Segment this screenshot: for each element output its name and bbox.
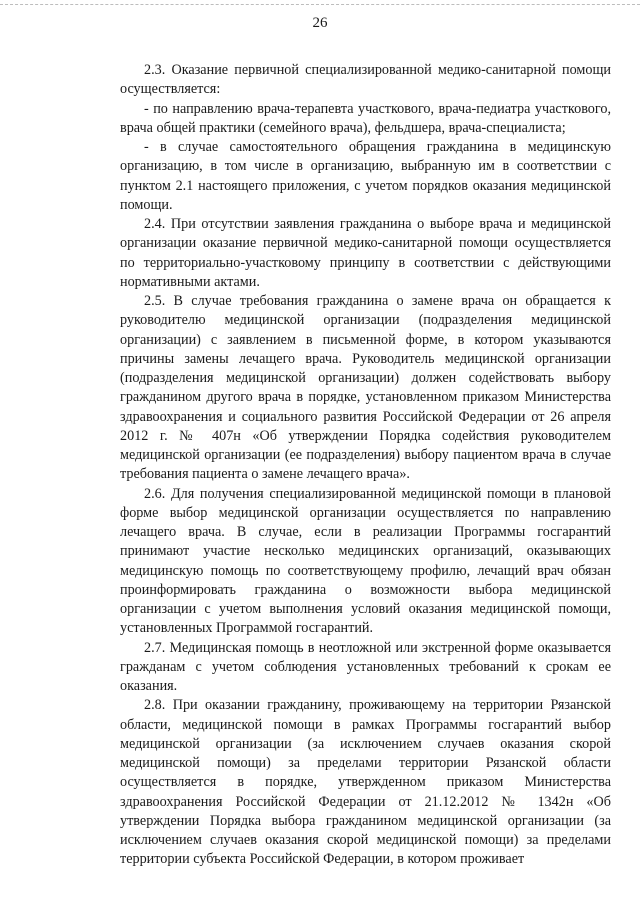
- paragraph-2-3-intro: 2.3. Оказание первичной специализированной медико-санитарной помощи осуществляется:: [120, 62, 611, 98]
- paragraph-2-4: 2.4. При отсутствии заявления гражданина о выборе врача и медицинской организации оказание первичной медико-санитарной помощи осуществляется по территориально-участковому принципу в соответствии с действующими нормативными актами.: [120, 216, 611, 290]
- page-number: 26: [312, 15, 328, 31]
- paragraph-2-6: 2.6. Для получения специализированной медицинской помощи в плановой форме выбор медицинской организации осуществляется по направлению лечащего врача. В случае, если в реализации Программы госгарантий принимают участие несколько медицинских организаций, оказывающих медицинскую помощь по соответствующему профилю, лечащий врач обязан проинформировать гражданина о возможности выбора медицинской организации с учетом выполнения условий оказания медицинской помощи, установленных Программой госгарантий.: [120, 485, 611, 637]
- document-body: [120, 61, 611, 870]
- paragraph-2-7: 2.7. Медицинская помощь в неотложной или экстренной форме оказывается гражданам с учетом соблюдения установленных требований к срокам ее оказания.: [120, 639, 611, 694]
- scan-top-edge: [0, 4, 640, 5]
- paragraph-2-8: 2.8. При оказании гражданину, проживающему на территории Рязанской области, медицинской помощи в рамках Программы госгарантий выбор медицинской организации (за исключением случаев оказания скорой медицинской помощи) за пределами территории Рязанской области осуществляется в порядке, утвержденном приказом Министерства здравоохранения Российской Федерации от 21.12.2012 № 1342н «Об утверждении Порядка выбора гражданином медицинской организации (за исключением случаев оказания скорой медицинской помощи) за пределами территории субъекта Российской Федерации, в котором проживает: [120, 697, 611, 868]
- paragraph-2-3-item-referral: - по направлению врача-терапевта участкового, врача-педиатра участкового, врача общей практики (семейного врача), фельдшера, врача-специалиста;: [120, 100, 611, 136]
- paragraph-2-3-item-self-referral: - в случае самостоятельного обращения гражданина в медицинскую организацию, в том числе в организацию, выбранную им в соответствии с пунктом 2.1 настоящего приложения, с учетом порядков оказания медицинской помощи.: [120, 139, 611, 213]
- paragraph-2-5: 2.5. В случае требования гражданина о замене врача он обращается к руководителю медицинской организации (подразделения медицинской организации) с заявлением в письменной форме, в котором указываются причины замены лечащего врача. Руководитель медицинской организации (подразделения медицинской организации) должен содействовать выбору гражданином другого врача в порядке, установленном приказом Министерства здравоохранения и социального развития Российской Федерации от 26 апреля 2012 г. № 407н «Об утверждении Порядка содействия руководителем медицинской организации (ее подразделения) выбору пациентом врача в случае требования пациента о замене лечащего врача».: [120, 293, 611, 483]
